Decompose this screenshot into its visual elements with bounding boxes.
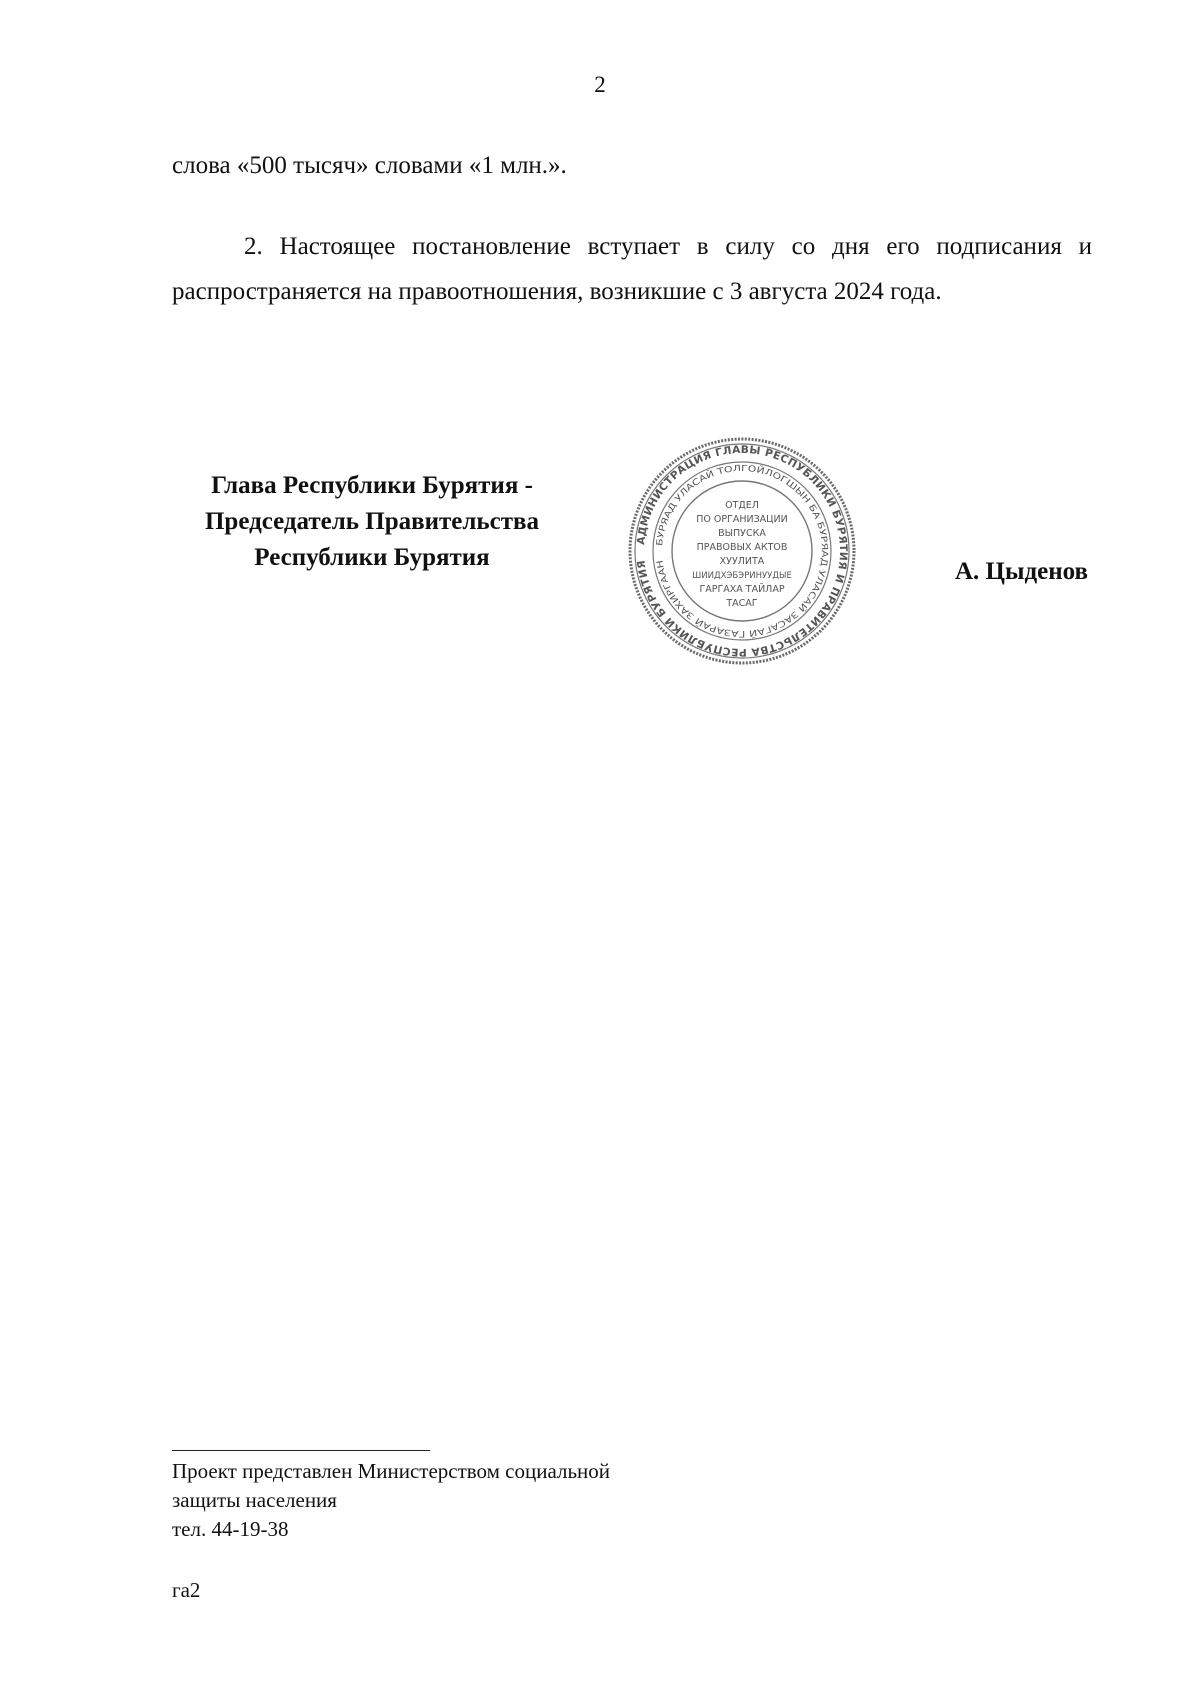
signer-title-line: Глава Республики Бурятия - <box>211 472 533 499</box>
seal-center-line: ПО ОРГАНИЗАЦИИ <box>696 514 788 525</box>
footnote-line: защиты населения <box>172 1488 337 1512</box>
signer-title-line: Республики Бурятия <box>254 544 490 571</box>
document-code: га2 <box>172 1578 201 1602</box>
seal-center-line: ВЫПУСКА <box>718 528 766 539</box>
footnote-line: Проект представлен Министерством социальной <box>172 1459 611 1483</box>
seal-center-line: ШИИДХЭБЭРИНУУДЫЕ <box>692 571 792 581</box>
body-paragraph-2: 2. Настоящее постановление вступает в силу со дня его подписания и распространяется на правоотношения, возникшие с 3 августа 2024 года. <box>172 233 1092 305</box>
footnote-divider <box>172 1450 430 1451</box>
official-seal <box>627 436 857 666</box>
seal-center-line: ХУУЛИТА <box>719 556 765 567</box>
seal-outer-text: АДМИНИСТРАЦИЯ ГЛАВЫ РЕСПУБЛИКИ БУРЯТИЯ И ПРАВИТЕЛЬСТВА РЕСПУБЛИКИ БУРЯТИЯ <box>635 443 850 659</box>
signer-name: А. Цыденов <box>954 558 1088 585</box>
footnote <box>172 1457 610 1544</box>
footnote-line: тел. 44-19-38 <box>172 1517 289 1541</box>
seal-center-line: ГАРГАХА ТАЙЛАР <box>699 584 785 595</box>
seal-center-line: ОТДЕЛ <box>725 500 759 511</box>
signer-title-line: Председатель Правительства <box>204 508 540 535</box>
body-paragraph-1: слова «500 тысяч» словами «1 млн.». <box>172 152 567 179</box>
page-number: 2 <box>594 72 606 97</box>
signer-title <box>172 468 572 576</box>
seal-inner-text: БУРЯАД УЛАСАЙ ТОЛГОЙЛОГШЫН БА БУРЯАД УЛАСАЙ ЗАСАГАЙ ГАЗАРАЙ ЗАХИРГААН <box>655 463 830 639</box>
seal-center-line: ПРАВОВЫХ АКТОВ <box>696 542 788 553</box>
seal-center-line: ТАСАГ <box>726 598 758 609</box>
